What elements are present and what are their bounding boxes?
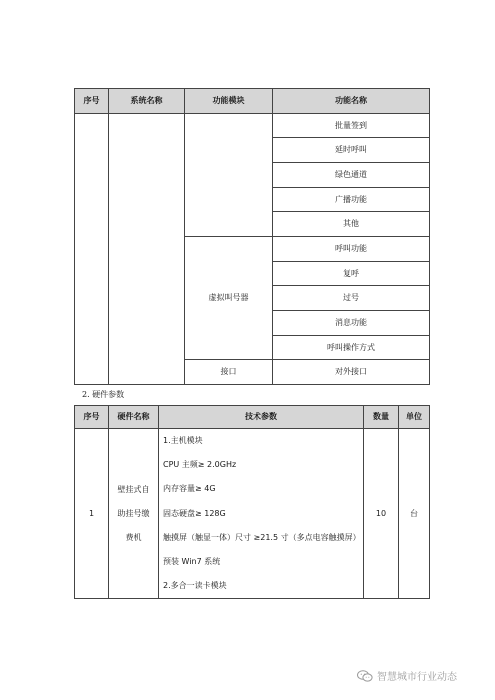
function-cell: 呼叫功能: [273, 237, 430, 262]
spec-line: 固态硬盘≥ 128G: [163, 508, 226, 518]
header-system-name: 系统名称: [109, 89, 185, 114]
hardware-table-header: [75, 406, 430, 429]
header-hardware-name: 硬件名称: [109, 406, 159, 429]
unit-cell: 台: [399, 429, 430, 599]
header-unit: 单位: [399, 406, 430, 429]
watermark: [357, 668, 457, 683]
section-title: 2. 硬件参数: [82, 390, 125, 399]
hardware-name-line: 助挂号缴: [117, 508, 150, 518]
module-cell-interface: 接口: [185, 360, 273, 385]
spec-line: 触摸屏（触显一体）尺寸 ≥21.5 寸（多点电容触摸屏）: [163, 532, 361, 542]
function-cell: 过号: [273, 286, 430, 311]
hardware-table: [74, 405, 430, 599]
hardware-name: [109, 429, 159, 599]
table-row: [75, 114, 430, 138]
header-function-name: 功能名称: [273, 89, 430, 114]
quantity-cell: 10: [364, 429, 399, 599]
hardware-name-line: 费机: [125, 532, 142, 542]
module-cell-virtual-caller: 虚拟叫号器: [185, 237, 273, 360]
header-tech-params: 技术参数: [159, 406, 364, 429]
spec-line: 2.多合一读卡模块: [163, 581, 227, 591]
index-cell: [75, 114, 109, 385]
spec-line: 1.主机模块: [163, 436, 203, 445]
function-cell: 延时呼叫: [273, 138, 430, 163]
function-table-header: [75, 89, 430, 114]
function-cell: 呼叫操作方式: [273, 336, 430, 360]
function-cell: 对外接口: [273, 360, 430, 385]
function-cell: 其他: [273, 212, 430, 237]
hardware-name-line: 壁挂式自: [117, 484, 150, 494]
wechat-icon: [357, 670, 373, 682]
system-name-cell: [109, 114, 185, 385]
function-cell: 消息功能: [273, 311, 430, 336]
spec-line: 预装 Win7 系统: [163, 556, 221, 566]
function-cell: 复呼: [273, 262, 430, 286]
function-cell: 批量签到: [273, 114, 430, 138]
header-module: 功能模块: [185, 89, 273, 114]
table-row: [75, 429, 430, 599]
spec-line: 内存容量≥ 4G: [163, 484, 216, 494]
header-index: 序号: [75, 89, 109, 114]
function-cell: 广播功能: [273, 188, 430, 212]
function-cell: 绿色通道: [273, 163, 430, 188]
tech-params-cell: [159, 429, 364, 599]
spec-line: CPU 主频≥ 2.0GHz: [163, 460, 237, 470]
header-quantity: 数量: [364, 406, 399, 429]
watermark-text: 智慧城市行业动态: [377, 672, 457, 683]
row-index: 1: [75, 429, 109, 599]
header-index: 序号: [75, 406, 109, 429]
function-table: [74, 88, 430, 385]
module-cell-empty: [185, 114, 273, 237]
